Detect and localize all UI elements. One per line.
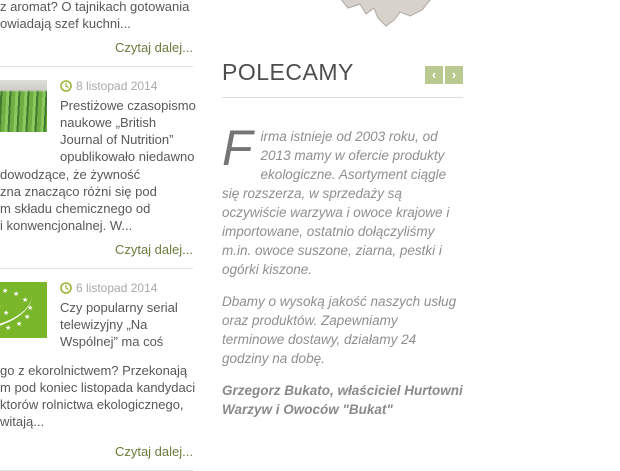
read-more-link[interactable]: Czytaj dalej... [114, 242, 193, 257]
news-text-line: witają... [0, 414, 45, 429]
poland-map-fragment [282, 0, 468, 36]
news-date-row [60, 280, 193, 296]
chevron-right-icon[interactable]: › [445, 66, 463, 84]
news-text-line: Wspólnej” ma coś [60, 334, 164, 349]
news-text-line: Journal of Nutrition” [60, 132, 174, 147]
news-item [0, 67, 196, 269]
news-text-line: i konwencjonalnej. W... [0, 218, 133, 233]
news-item [0, 269, 196, 471]
clock-icon [60, 282, 72, 294]
news-text-line: go z ekorolnictwem? Przekonają [0, 363, 188, 378]
news-text-line: Prestiżowe czasopismo [60, 98, 196, 113]
news-text-line: z aromat? O tajnikach gotowania [0, 0, 190, 14]
dropcap-letter: F [222, 120, 253, 176]
news-text-line: m pod koniec listopada kandydaci [0, 380, 196, 395]
news-date-row [60, 78, 193, 94]
news-thumbnail[interactable] [0, 282, 47, 338]
testimonial-paragraph: irma istnieje od 2003 roku, od 2013 mamy w ofercie produkty ekologiczne. Asortyment ciągle się rozszerza, w sprzedaży są oczywiście warzywa i owoce krajowe i importowane, ostatnio dołączyliśmy m.in. owoce suszone, ziarna, pestki i ogórki kiszone. [222, 129, 450, 277]
news-text-line: naukowe „British [60, 115, 157, 130]
news-text-line: Czy popularny serial [60, 300, 178, 315]
news-list [0, 0, 196, 471]
news-date: 8 listopad 2014 [76, 79, 158, 93]
testimonial-quote [222, 120, 463, 419]
news-text-line: owiadają szef kuchni... [0, 16, 131, 31]
news-text-line: m składu chemicznego od [0, 201, 151, 216]
greenhouse-photo [0, 80, 47, 132]
divider [222, 97, 463, 98]
news-thumbnail[interactable] [0, 80, 47, 132]
sidebar-title: POLECAMY [222, 59, 354, 85]
news-text-line: opublikowało niedawno [60, 149, 195, 164]
testimonial-attribution: Grzegorz Bukato, właściciel Hurtowni Warzyw i Owoców "Bukat" [222, 383, 463, 417]
clock-icon [60, 80, 72, 92]
sidebar-polecamy [222, 0, 463, 419]
read-more-link[interactable]: Czytaj dalej... [114, 40, 193, 55]
carousel-nav [425, 66, 463, 84]
news-text-line: telewizyjny „Na [60, 317, 148, 332]
news-text-line: zna znacząco różni się pod [0, 184, 157, 199]
news-text-line: dowodzące, że żywność [0, 167, 141, 182]
eu-organic-logo: ★ ★ ★ ★ ★ ★ ★ ★ [0, 282, 47, 338]
news-date: 6 listopad 2014 [76, 281, 158, 295]
read-more-link[interactable]: Czytaj dalej... [114, 444, 193, 459]
news-text-line: ktorów rolnictwa ekologicznego, [0, 397, 184, 412]
news-item-partial [0, 0, 193, 67]
chevron-left-icon[interactable]: ‹ [425, 66, 443, 84]
testimonial-paragraph: Dbamy o wysoką jakość naszych usług oraz produktów. Zapewniamy terminowe dostawy, działamy 24 godziny na dobę. [222, 294, 457, 366]
